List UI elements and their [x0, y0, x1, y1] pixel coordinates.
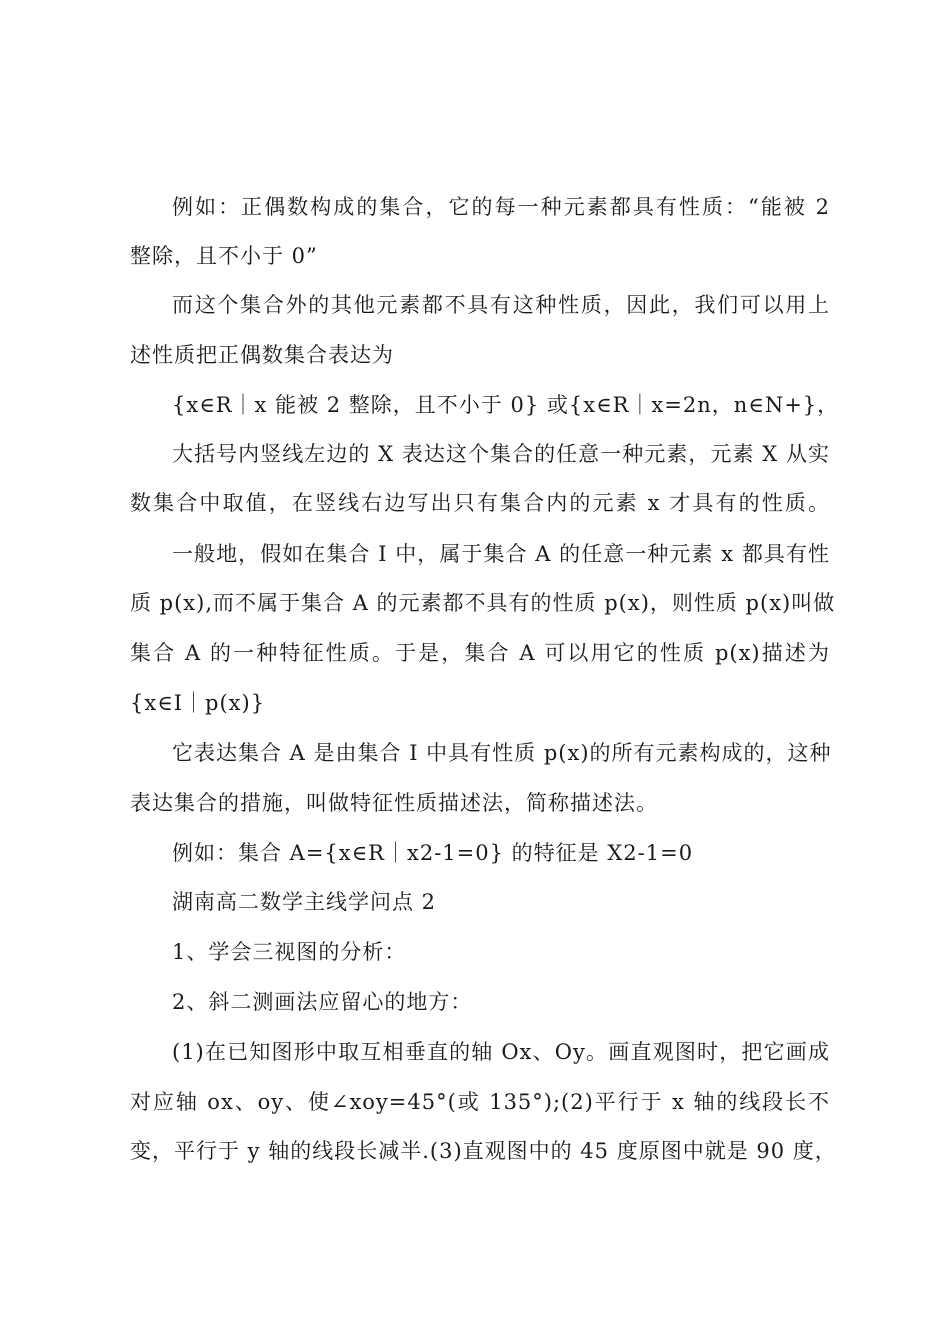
- paragraph-line: 它表达集合 A 是由集合 I 中具有性质 p(x)的所有元素构成的，这种: [172, 741, 832, 765]
- formula-line: {x∈R｜x 能被 2 整除，且不小于 0} 或{x∈R｜x=2n，n∈N+}，: [172, 393, 840, 417]
- paragraph-line: (1)在已知图形中取互相垂直的轴 Ox、Oy。画直观图时，把它画成: [172, 1040, 830, 1064]
- paragraph-line: 变，平行于 y 轴的线段长减半.(3)直观图中的 45 度原图中就是 90 度，: [130, 1139, 837, 1163]
- paragraph-line: 一般地，假如在集合 I 中，属于集合 A 的任意一种元素 x 都具有性: [172, 542, 830, 566]
- paragraph-line: 对应轴 ox、oy、使∠xoy=45°(或 135°);(2)平行于 x 轴的线段长不: [130, 1090, 830, 1114]
- list-item: 1、学会三视图的分析：: [172, 940, 407, 964]
- paragraph-line: 述性质把正偶数集合表达为: [130, 343, 394, 367]
- paragraph-line: 整除，且不小于 0”: [130, 244, 318, 268]
- paragraph-line: 数集合中取值，在竖线右边写出只有集合内的元素 x 才具有的性质。: [130, 491, 830, 515]
- formula-line: {x∈I｜p(x)}: [130, 691, 266, 715]
- paragraph-line: 集合 A 的一种特征性质。于是，集合 A 可以用它的性质 p(x)描述为: [130, 641, 830, 665]
- list-item: 2、斜二测画法应留心的地方：: [172, 990, 473, 1014]
- paragraph-line: 例如：正偶数构成的集合，它的每一种元素都具有性质：“能被 2: [172, 195, 830, 219]
- paragraph-line: 例如：集合 A={x∈R｜x2-1=0} 的特征是 X2-1=0: [172, 841, 694, 865]
- paragraph-line: 大括号内竖线左边的 X 表达这个集合的任意一种元素，元素 X 从实: [172, 442, 830, 466]
- paragraph-line: 质 p(x),而不属于集合 A 的元素都不具有的性质 p(x)，则性质 p(x)叫做: [130, 591, 836, 615]
- section-heading: 湖南高二数学主线学问点 2: [172, 890, 437, 914]
- paragraph-line: 表达集合的措施，叫做特征性质描述法，简称描述法。: [130, 791, 658, 815]
- paragraph-line: 而这个集合外的其他元素都不具有这种性质，因此，我们可以用上: [172, 293, 830, 317]
